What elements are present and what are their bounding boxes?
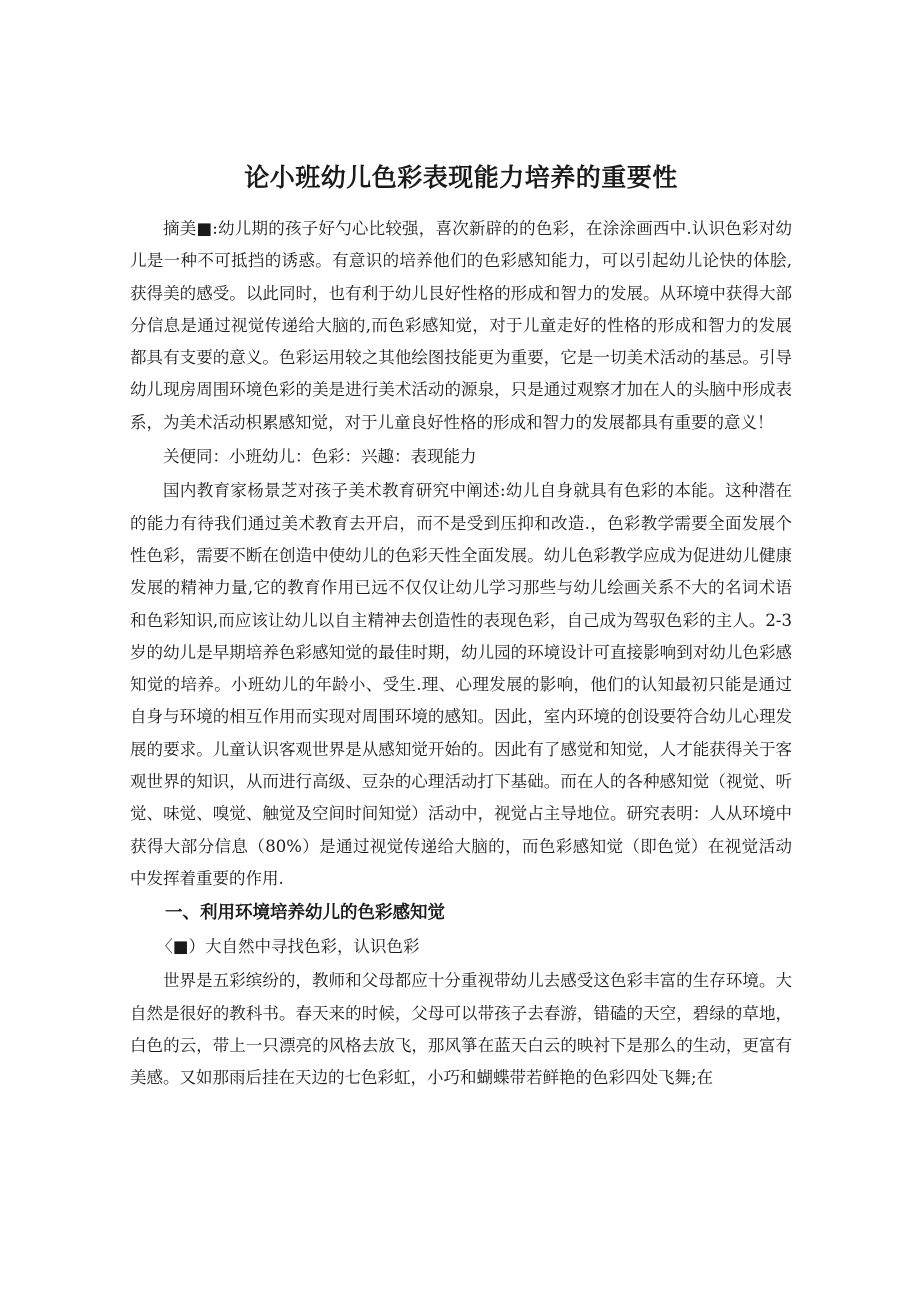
document-title: 论小班幼儿色彩表现能力培养的重要性 (244, 163, 678, 192)
section-heading: 一、利用环境培养幼儿的色彩感知觉 (165, 903, 445, 924)
subsection-heading: 〈■）大自然中寻找色彩，认识色彩 (156, 937, 420, 957)
document-page (130, 160, 792, 1096)
section-paragraph: 世界是五彩缤纷的，教师和父母都应十分重视带幼儿去感受这色彩丰富的生存环境。大自然是很好的教科书。春天来的时候，父母可以带孩子去春游，错磕的天空，碧绿的草地，白色的云，带上一只漂亮的风格去放飞，那风箏在蓝天白云的映衬下是那么的生动，更富有美感。又如那雨后挂在天边的七色彩虹，小巧和蝴蝶带若鲜艳的色彩四处飞舞;在 (130, 971, 792, 1088)
keywords-paragraph: 关便同：小班幼儿：色彩：兴趣：表现能力 (163, 447, 477, 467)
intro-paragraph: 国内教育家杨景芝对孩子美术教育研究中阐述:幼儿自身就具有色彩的本能。这种潜在的能力有待我们通过美术教育去开启，而不是受到压抑和改造.，色彩教学需要全面发展个性色彩，需要不断在创造中使幼儿的色彩天性全面发展。幼儿色彩教学应成为促进幼儿健康发展的精神力量,它的教育作用已远不仅仅让幼儿学习那些与幼儿绘画关系不大的名词术语和色彩知识,而应该让幼儿以自主精神去创造性的表现色彩，自己成为驾驭色彩的主人。2-3岁的幼儿是早期培养色彩感知觉的最佳时期，幼儿园的环境设计可直接影响到对幼儿色彩感知觉的培养。小班幼儿的年龄小、受生.理、心理发展的影响，他们的认知最初只能是通过自身与环境的相互作用而实现对周围环境的感知。因此，室内环境的创设要符合幼儿心理发展的要求。儿童认识客观世界是从感知觉开始的。因此有了感觉和知觉，人才能获得关于客观世界的知识，从而进行高级、豆杂的心理活动打下基础。而在人的各种感知觉（视觉、听觉、味觉、嗅觉、触觉及空间时间知觉）活动中，视觉占主导地位。研究表明：人从环境中获得大部分信息（80%）是通过视觉传递给大脑的，而色彩感知觉（即色觉）在视觉活动中发挥着重要的作用. (130, 481, 792, 888)
abstract-paragraph: 摘美■:幼儿期的孩子好勺心比较强，喜次新辟的的色彩，在涂涂画西中.认识色彩对幼儿是一种不可抵挡的诱惑。有意识的培养他们的色彩感知能力，可以引起幼儿论快的体脍,获得美的感受。以此同时，也有利于幼儿艮好性格的形成和智力的发展。从环境中获得大部分信息是通过视觉传递给大脑的,而色彩感知觉，对于儿童走好的性格的形成和智力的发展都具有支要的意义。色彩运用较之其他绘图技能更为重要，它是一切美术活动的基忌。引导幼儿现房周围环境色彩的美是进行美术活动的源泉，只是通过观察才加在人的头脑中形成表系，为美术活动枳累感知觉，对于儿童良好性格的形成和智力的发展都具有重要的意义！ (130, 219, 792, 432)
